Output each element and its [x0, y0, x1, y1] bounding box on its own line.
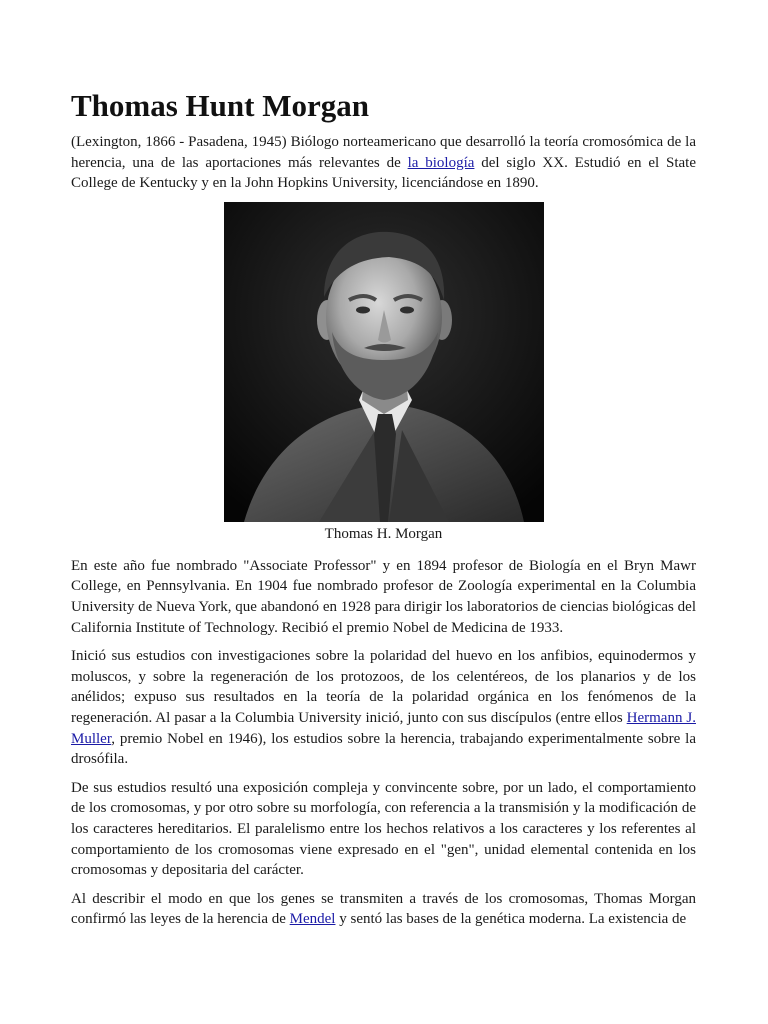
genetics-text-end: y sentó las bases de la genética moderna. La existencia de	[335, 911, 687, 928]
link-la-biologia[interactable]: la biología	[407, 154, 475, 171]
intro-text-start: (Lexington, 1866 - Pasadena, 1945) Biólogo norteamericano que desarrolló la teoría cromosómica de la herencia, una de las aportaciones más relevantes de	[71, 134, 696, 171]
paragraph-research	[71, 646, 696, 770]
link-hermann-muller[interactable]: Hermann J. Muller	[71, 709, 696, 747]
intro-paragraph	[71, 132, 696, 194]
genetics-text-start: Al describir el modo en que los genes se transmiten a través de los cromosomas, Thomas Morgan confirmó las leyes de la herencia de	[71, 890, 696, 928]
link-mendel[interactable]: Mendel	[289, 911, 336, 928]
research-text-end: , premio Nobel en 1946), los estudios sobre la herencia, trabajando experimentalmente sobre la drosófila.	[71, 730, 696, 768]
paragraph-chromosomes: De sus estudios resultó una exposición compleja y convincente sobre, por un lado, el comportamiento de los cromosomas, y por otro sobre su morfología, con referencia a la transmisión y la modificación de los caracteres hereditarios. El paralelismo entre los hechos relativos a los caracteres y los referentes al comportamiento de los cromosomas viene expresado en el "gen", unidad elemental contenida en los cromosomas y depositaria del carácter.	[71, 779, 696, 879]
paragraph-genetics	[71, 889, 696, 930]
portrait-figure	[71, 202, 696, 544]
article	[71, 86, 696, 938]
page-title: Thomas Hunt Morgan	[71, 88, 369, 123]
figure-caption: Thomas H. Morgan	[324, 525, 443, 542]
intro-text-end: del siglo XX. Estudió en el State College de Kentucky y en la John Hopkins University, licenciándose en 1890.	[71, 154, 696, 192]
portrait-photo	[224, 202, 544, 522]
paragraph-career: En este año fue nombrado "Associate Professor" y en 1894 profesor de Biología en el Bryn Mawr College, en Pennsylvania. En 1904 fue nombrado profesor de Zoología experimental en la Columbia University de Nueva York, que abandonó en 1928 para dirigir los laboratorios de ciencias biológicas del California Institute of Technology. Recibió el premio Nobel de Medicina de 1933.	[71, 557, 696, 636]
research-text-start: Inició sus estudios con investigaciones sobre la polaridad del huevo en los anfibios, equinodermos y moluscos, y sobre la regeneración de los protozoos, de los celentéreos, de los planarios y de los anélidos; expuso sus resultados en la teoría de la polaridad orgánica en los fenómenos de la regeneración. Al pasar a la Columbia University inició, junto con sus discípulos (entre ellos	[71, 648, 696, 726]
